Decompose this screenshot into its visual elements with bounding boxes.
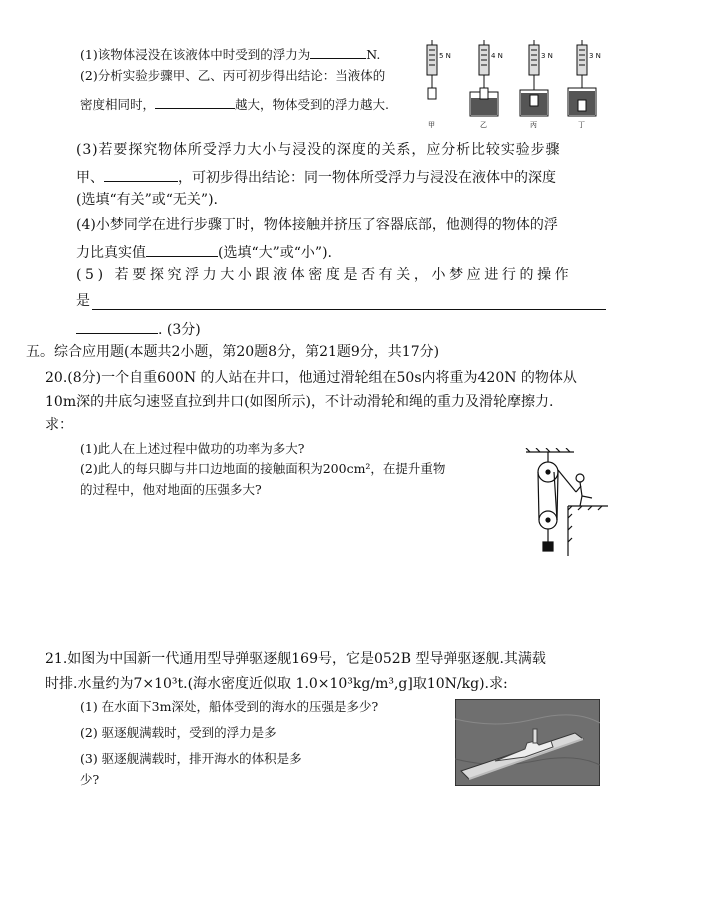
destroyer-photo xyxy=(455,699,600,786)
answer-blank-long[interactable] xyxy=(92,309,606,310)
q19-part2-tail: 越大，物体受到的浮力越大. xyxy=(235,97,389,112)
q19-part5-line1: (5) 若要探究浮力大小跟液体密度是否有关，小梦应进行的操作 xyxy=(76,267,573,283)
answer-blank[interactable] xyxy=(104,168,178,182)
q19-part2-line1: (2)分析实验步骤甲、乙、丙可初步得出结论：当液体的 xyxy=(80,68,386,83)
label-bing: 丙 xyxy=(530,121,537,129)
q21-line2: 时排.水量约为7×10³t.(海水密度近似取 1.0×10³kg/m³,g]取10N/kg).求: xyxy=(45,676,508,692)
q20-part1: (1)此人在上述过程中做功的功率为多大? xyxy=(80,441,305,456)
answer-blank[interactable] xyxy=(310,45,366,59)
spring-scale-figure xyxy=(418,40,610,130)
q21-part2: (2) 驱逐舰满载时，受到的浮力是多 xyxy=(80,725,277,740)
reading-yi: 4 N xyxy=(491,52,503,60)
q19-part3-text: 甲、 xyxy=(76,170,104,186)
pulley-figure xyxy=(510,448,610,558)
q19-part1-text: (1)该物体浸没在该液体中时受到的浮力为 xyxy=(80,47,311,62)
q19-part4-tail: (选填“大”或“小”). xyxy=(218,245,333,261)
answer-blank[interactable] xyxy=(76,320,158,334)
q19-part5-score: . (3分) xyxy=(158,322,201,338)
q19-part4-text: 力比真实值 xyxy=(76,245,146,261)
q20-line3: 求： xyxy=(45,417,73,433)
q19-part5-line3 xyxy=(76,320,201,337)
answer-blank[interactable] xyxy=(155,95,235,109)
q20-line2: 10m深的井底匀速竖直拉到井口(如图所示)，不计动滑轮和绳的重力及滑轮摩擦力. xyxy=(45,394,554,410)
reading-bing: 3 N xyxy=(541,52,553,60)
q19-part3-line2 xyxy=(76,168,556,185)
label-ding: 丁 xyxy=(578,121,585,129)
q20-part2-line1: (2)此人的每只脚与井口边地面的接触面积为200cm²，在提升重物 xyxy=(80,461,446,476)
spring-scale-jia xyxy=(427,40,437,99)
q21-part3-line2: 少? xyxy=(80,772,100,787)
q20-part2-line2: 的过程中，他对地面的压强多大? xyxy=(80,482,262,497)
q19-part5-line2: 是 xyxy=(76,293,90,309)
q21-line1: 21.如图为中国新一代通用型导弹驱逐舰169号，它是052B 型导弹驱逐舰.其满载 xyxy=(45,651,546,667)
q20-line1: 20.(8分)一个自重600N 的人站在井口，他通过滑轮组在50s内将重为420N 的物体从 xyxy=(45,370,577,386)
q21-part3-line1: (3) 驱逐舰满载时，排开海水的体积是多 xyxy=(80,751,302,766)
reading-jia: 5 N xyxy=(439,52,451,60)
q19-part1-unit: N. xyxy=(366,47,381,62)
q19-part1 xyxy=(80,45,380,62)
label-yi: 乙 xyxy=(480,121,487,129)
q19-part3-line3: (选填“有关”或“无关”). xyxy=(76,192,219,208)
q19-part4-line2 xyxy=(76,243,332,260)
q19-part2-line2 xyxy=(80,95,389,112)
answer-blank[interactable] xyxy=(146,243,218,257)
q21-part1: (1) 在水面下3m深处，船体受到的海水的压强是多少? xyxy=(80,699,379,714)
q19-part3-line1: (3)若要探究物体所受浮力大小与浸没的深度的关系，应分析比较实验步骤 xyxy=(76,142,561,158)
label-jia: 甲 xyxy=(428,121,435,129)
section-title: 五。综合应用题(本题共2小题，第20题8分，第21题9分，共17分) xyxy=(26,344,440,360)
q19-part4-line1: (4)小梦同学在进行步骤丁时，物体接触并挤压了容器底部，他测得的物体的浮 xyxy=(76,217,558,233)
q19-part2-text: 密度相同时， xyxy=(80,97,156,112)
q19-part3-tail: ，可初步得出结论：同一物体所受浮力与浸没在液体中的深度 xyxy=(178,170,556,186)
reading-ding: 3 N xyxy=(589,52,601,60)
